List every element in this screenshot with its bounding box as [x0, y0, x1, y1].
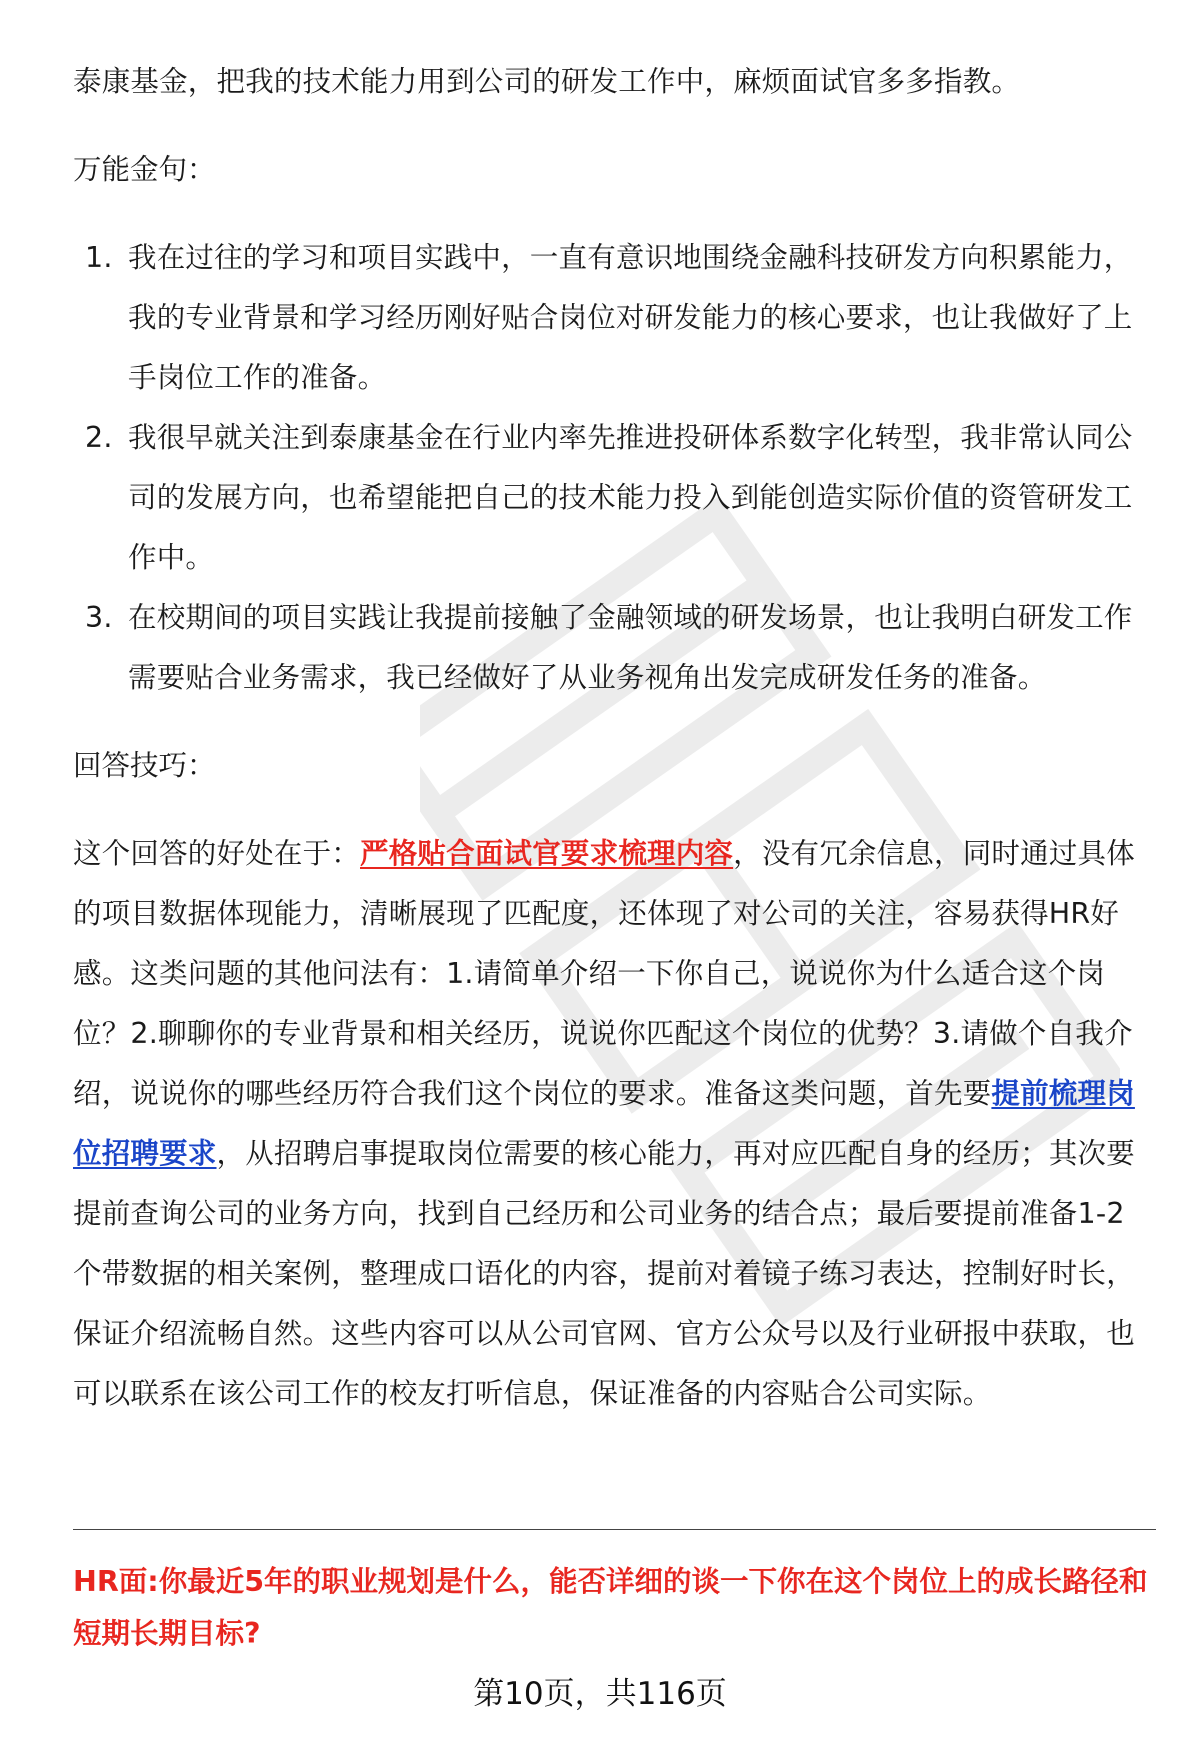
list-number: 2.: [85, 421, 113, 454]
emphasis-blue: 提前梳理岗位招聘要求: [73, 1077, 1135, 1170]
tips-label: 回答技巧：: [73, 749, 216, 782]
next-question-heading: HR面:你最近5年的职业规划是什么，能否详细的谈一下你在这个岗位上的成长路径和短期长期目标?: [73, 1565, 1148, 1650]
page-number: 第10页，共116页: [473, 1676, 727, 1712]
main-content: [73, 52, 1153, 1424]
intro-line: 泰康基金，把我的技术能力用到公司的研发工作中，麻烦面试官多多指教。: [73, 65, 1021, 98]
list-text: 在校期间的项目实践让我提前接触了金融领域的研发场景，也让我明白研发工作需要贴合业务需求，我已经做好了从业务视角出发完成研发任务的准备。: [128, 601, 1133, 694]
section-divider: [73, 1529, 1156, 1530]
tips-text-1: 这个回答的好处在于：: [73, 837, 361, 870]
emphasis-red: 严格贴合面试官要求梳理内容: [360, 837, 734, 870]
list-number: 3.: [85, 601, 113, 634]
list-text: 我很早就关注到泰康基金在行业内率先推进投研体系数字化转型，我非常认同公司的发展方向，也希望能把自己的技术能力投入到能创造实际价值的资管研发工作中。: [128, 421, 1133, 574]
list-item: [73, 408, 1153, 588]
tips-text-2: ，没有冗余信息，同时通过具体的项目数据体现能力，清晰展现了匹配度，还体现了对公司的关注，容易获得HR好感。这类问题的其他问法有：1.请简单介绍一下你自己，说说你为什么适合这个岗位？2.聊聊你的专业背景和相关经历，说说你匹配这个岗位的优势？3.请做个自我介绍，说说你的哪些经历符合我们这个岗位的要求。准备这类问题，首先要: [73, 837, 1135, 1110]
list-item: [73, 588, 1153, 708]
list-number: 1.: [85, 241, 113, 274]
tips-paragraph: [73, 824, 1153, 1424]
tips-text-3: ，从招聘启事提取岗位需要的核心能力，再对应匹配自身的经历；其次要提前查询公司的业务方向，找到自己经历和公司业务的结合点；最后要提前准备1-2个带数据的相关案例，整理成口语化的内容，提前对着镜子练习表达，控制好时长，保证介绍流畅自然。这些内容可以从公司官网、官方公众号以及行业研报中获取，也可以联系在该公司工作的校友打听信息，保证准备的内容贴合公司实际。: [73, 1137, 1135, 1410]
golden-list: [73, 228, 1153, 708]
golden-label: 万能金句：: [73, 153, 216, 186]
list-item: [73, 228, 1153, 408]
list-text: 我在过往的学习和项目实践中，一直有意识地围绕金融科技研发方向积累能力，我的专业背景和学习经历刚好贴合岗位对研发能力的核心要求，也让我做好了上手岗位工作的准备。: [128, 241, 1133, 394]
